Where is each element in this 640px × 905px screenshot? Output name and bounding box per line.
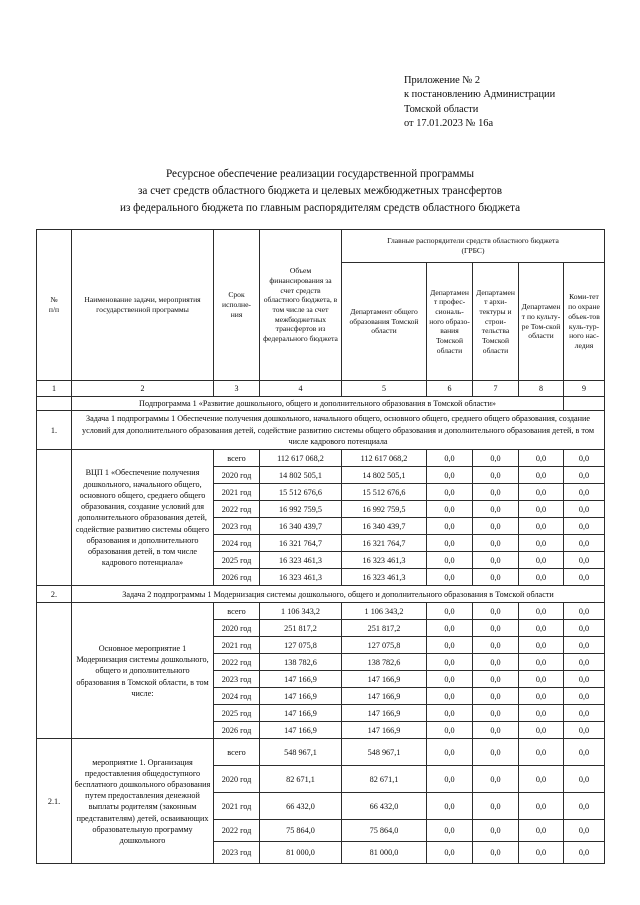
funding-committee-heritage: 0,0 — [564, 569, 605, 586]
period-label: 2021 год — [214, 793, 260, 820]
funding-committee-heritage: 0,0 — [564, 637, 605, 654]
period-label: 2025 год — [214, 552, 260, 569]
table-row — [37, 603, 605, 620]
period-label: 2026 год — [214, 722, 260, 739]
funding-dept-architecture: 0,0 — [473, 739, 519, 766]
funding-dept-professional-education: 0,0 — [427, 535, 473, 552]
column-number-1: 1 — [37, 381, 72, 397]
funding-total: 147 166,9 — [260, 705, 342, 722]
table-header-row-1 — [37, 230, 605, 263]
funding-total: 16 340 439,7 — [260, 518, 342, 535]
header-col-number-l1: № — [50, 295, 58, 305]
funding-dept-professional-education: 0,0 — [427, 671, 473, 688]
funding-dept-general-education: 14 802 505,1 — [342, 467, 427, 484]
funding-dept-architecture: 0,0 — [473, 518, 519, 535]
funding-total: 147 166,9 — [260, 671, 342, 688]
column-number-7: 7 — [473, 381, 519, 397]
funding-dept-culture: 0,0 — [519, 552, 564, 569]
funding-dept-professional-education: 0,0 — [427, 518, 473, 535]
funding-total: 75 864,0 — [260, 820, 342, 842]
measure-name: мероприятие 1. Организация предоставления общедоступного бесплатного дошкольного образования путем предоставления денежной выплаты родителям (законным представителям) детей, осваивающих образовательную программу дошкольного — [72, 739, 214, 864]
funding-dept-culture: 0,0 — [519, 766, 564, 793]
funding-dept-culture: 0,0 — [519, 535, 564, 552]
funding-total: 147 166,9 — [260, 688, 342, 705]
funding-total: 81 000,0 — [260, 842, 342, 864]
funding-dept-culture: 0,0 — [519, 620, 564, 637]
header-col-committee-heritage: Коми-тет по охране объек-тов куль-тур-ного нас-ледия — [564, 263, 605, 381]
funding-committee-heritage: 0,0 — [564, 793, 605, 820]
task-banner-text: Задача 2 подпрограммы 1 Модернизация системы дошкольного, общего и дополнительного образования в Томской области — [72, 586, 605, 603]
header-col-dept-professional-education: Департамент профес-сиональ-ного образо-вания Томской области — [427, 263, 473, 381]
funding-committee-heritage: 0,0 — [564, 820, 605, 842]
funding-dept-architecture: 0,0 — [473, 450, 519, 467]
column-number-5: 5 — [342, 381, 427, 397]
funding-dept-general-education: 16 340 439,7 — [342, 518, 427, 535]
document-title-line-2: за счет средств областного бюджета и целевых межбюджетных трансфертов — [138, 184, 502, 197]
funding-committee-heritage: 0,0 — [564, 654, 605, 671]
funding-dept-culture: 0,0 — [519, 569, 564, 586]
funding-committee-heritage: 0,0 — [564, 552, 605, 569]
column-number-9: 9 — [564, 381, 605, 397]
row-index — [37, 397, 72, 411]
funding-dept-professional-education: 0,0 — [427, 603, 473, 620]
funding-dept-professional-education: 0,0 — [427, 569, 473, 586]
period-label: 2023 год — [214, 671, 260, 688]
funding-dept-culture: 0,0 — [519, 820, 564, 842]
row-index — [37, 603, 72, 739]
column-number-8: 8 — [519, 381, 564, 397]
funding-dept-general-education: 147 166,9 — [342, 688, 427, 705]
header-col-dept-culture: Департамент по культу-ре Том-ской области — [519, 263, 564, 381]
row-spacer-cell — [564, 397, 605, 411]
appendix-line-4: от 17.01.2023 № 16а — [404, 118, 494, 130]
funding-committee-heritage: 0,0 — [564, 620, 605, 637]
funding-dept-architecture: 0,0 — [473, 820, 519, 842]
funding-dept-culture: 0,0 — [519, 654, 564, 671]
funding-dept-culture: 0,0 — [519, 518, 564, 535]
funding-dept-professional-education: 0,0 — [427, 793, 473, 820]
row-index — [37, 450, 72, 586]
table-row — [37, 739, 605, 766]
resource-allocation-table — [36, 229, 605, 864]
funding-dept-culture: 0,0 — [519, 450, 564, 467]
document-title — [36, 166, 604, 216]
header-col-deadline-l1: Срок — [228, 290, 245, 300]
funding-dept-general-education: 81 000,0 — [342, 842, 427, 864]
funding-dept-culture: 0,0 — [519, 793, 564, 820]
header-col-task-name: Наименование задачи, мероприятия государственной программы — [72, 230, 214, 381]
funding-dept-general-education: 16 992 759,5 — [342, 501, 427, 518]
funding-dept-general-education: 16 321 764,7 — [342, 535, 427, 552]
funding-dept-architecture: 0,0 — [473, 484, 519, 501]
funding-committee-heritage: 0,0 — [564, 688, 605, 705]
funding-dept-architecture: 0,0 — [473, 793, 519, 820]
funding-committee-heritage: 0,0 — [564, 739, 605, 766]
funding-dept-professional-education: 0,0 — [427, 637, 473, 654]
funding-total: 112 617 068,2 — [260, 450, 342, 467]
header-col-number — [37, 230, 72, 381]
header-group-grbs — [342, 230, 605, 263]
funding-dept-professional-education: 0,0 — [427, 842, 473, 864]
funding-dept-general-education: 251 817,2 — [342, 620, 427, 637]
header-col-funding-volume: Объем финансирования за счет средств областного бюджета, в том числе за счет межбюджетных трансфертов из федерального бюджета — [260, 230, 342, 381]
header-col-deadline-l3: ния — [230, 309, 243, 319]
row-index: 2.1. — [37, 739, 72, 864]
funding-dept-culture: 0,0 — [519, 637, 564, 654]
period-label: 2020 год — [214, 467, 260, 484]
funding-dept-professional-education: 0,0 — [427, 820, 473, 842]
table-column-number-row — [37, 381, 605, 397]
measure-name: ВЦП 1 «Обеспечение получения дошкольного, начального общего, основного общего, среднего общего образования, создание условий для дополнительного образования детей, содействие развитию системы общего образования и дополнительного образования детей, в том числе кадрового потенциала» — [72, 450, 214, 586]
appendix-line-1: Приложение № 2 — [404, 75, 481, 86]
funding-total: 127 075,8 — [260, 637, 342, 654]
funding-committee-heritage: 0,0 — [564, 842, 605, 864]
period-label: всего — [214, 739, 260, 766]
table-row — [37, 411, 605, 450]
column-number-3: 3 — [214, 381, 260, 397]
funding-total: 251 817,2 — [260, 620, 342, 637]
header-group-grbs-l2: (ГРБС) — [461, 246, 485, 255]
funding-dept-architecture: 0,0 — [473, 705, 519, 722]
period-label: 2022 год — [214, 501, 260, 518]
funding-committee-heritage: 0,0 — [564, 671, 605, 688]
funding-total: 14 802 505,1 — [260, 467, 342, 484]
funding-dept-architecture: 0,0 — [473, 671, 519, 688]
funding-dept-architecture: 0,0 — [473, 637, 519, 654]
table-body — [37, 230, 605, 864]
funding-dept-professional-education: 0,0 — [427, 552, 473, 569]
funding-committee-heritage: 0,0 — [564, 467, 605, 484]
period-label: 2023 год — [214, 518, 260, 535]
funding-dept-professional-education: 0,0 — [427, 654, 473, 671]
funding-dept-culture: 0,0 — [519, 484, 564, 501]
period-label: всего — [214, 450, 260, 467]
funding-total: 15 512 676,6 — [260, 484, 342, 501]
funding-total: 16 992 759,5 — [260, 501, 342, 518]
funding-committee-heritage: 0,0 — [564, 766, 605, 793]
funding-total: 16 323 461,3 — [260, 569, 342, 586]
table-row — [37, 450, 605, 467]
header-group-grbs-l1: Главные распорядители средств областного бюджета — [387, 236, 559, 246]
funding-dept-culture: 0,0 — [519, 739, 564, 766]
funding-dept-architecture: 0,0 — [473, 535, 519, 552]
funding-committee-heritage: 0,0 — [564, 450, 605, 467]
funding-committee-heritage: 0,0 — [564, 484, 605, 501]
funding-dept-architecture: 0,0 — [473, 766, 519, 793]
funding-total: 138 782,6 — [260, 654, 342, 671]
header-col-dept-general-education: Департамент общего образования Томской области — [342, 263, 427, 381]
row-index: 1. — [37, 411, 72, 450]
funding-dept-general-education: 82 671,1 — [342, 766, 427, 793]
funding-dept-architecture: 0,0 — [473, 620, 519, 637]
column-number-6: 6 — [427, 381, 473, 397]
subprogram-banner-text: Подпрограмма 1 «Развитие дошкольного, общего и дополнительного образования в Томской области» — [72, 397, 564, 411]
period-label: 2020 год — [214, 766, 260, 793]
funding-total: 1 106 343,2 — [260, 603, 342, 620]
funding-dept-general-education: 147 166,9 — [342, 671, 427, 688]
funding-dept-culture: 0,0 — [519, 722, 564, 739]
funding-total: 147 166,9 — [260, 722, 342, 739]
appendix-line-3: Томской области — [404, 103, 479, 115]
period-label: всего — [214, 603, 260, 620]
document-title-line-3: из федерального бюджета по главным распорядителям средств областного бюджета — [119, 201, 521, 214]
funding-dept-general-education: 16 323 461,3 — [342, 569, 427, 586]
funding-committee-heritage: 0,0 — [564, 518, 605, 535]
funding-dept-professional-education: 0,0 — [427, 501, 473, 518]
funding-dept-architecture: 0,0 — [473, 688, 519, 705]
header-col-deadline-l2: исполне- — [222, 300, 251, 310]
funding-dept-culture: 0,0 — [519, 501, 564, 518]
funding-dept-general-education: 75 864,0 — [342, 820, 427, 842]
funding-dept-general-education: 66 432,0 — [342, 793, 427, 820]
header-col-number-l2: п/п — [48, 305, 60, 314]
period-label: 2021 год — [214, 484, 260, 501]
document-title-line-1: Ресурсное обеспечение реализации государственной программы — [165, 168, 475, 180]
measure-name: Основное мероприятие 1 Модернизация системы дошкольного, общего и дополнительного образования в Томской области, в том числе: — [72, 603, 214, 739]
funding-dept-culture: 0,0 — [519, 671, 564, 688]
funding-dept-culture: 0,0 — [519, 842, 564, 864]
funding-committee-heritage: 0,0 — [564, 603, 605, 620]
funding-dept-architecture: 0,0 — [473, 603, 519, 620]
funding-dept-architecture: 0,0 — [473, 654, 519, 671]
funding-dept-culture: 0,0 — [519, 705, 564, 722]
header-col-deadline — [214, 230, 260, 381]
column-number-4: 4 — [260, 381, 342, 397]
appendix-reference-block — [404, 74, 640, 132]
funding-dept-professional-education: 0,0 — [427, 766, 473, 793]
period-label: 2021 год — [214, 637, 260, 654]
funding-total: 548 967,1 — [260, 739, 342, 766]
funding-dept-culture: 0,0 — [519, 603, 564, 620]
funding-dept-architecture: 0,0 — [473, 467, 519, 484]
funding-dept-architecture: 0,0 — [473, 842, 519, 864]
period-label: 2022 год — [214, 654, 260, 671]
period-label: 2020 год — [214, 620, 260, 637]
table-row — [37, 397, 605, 411]
funding-dept-culture: 0,0 — [519, 688, 564, 705]
resource-table-container — [36, 229, 604, 864]
period-label: 2022 год — [214, 820, 260, 842]
funding-committee-heritage: 0,0 — [564, 705, 605, 722]
funding-total: 82 671,1 — [260, 766, 342, 793]
period-label: 2024 год — [214, 688, 260, 705]
funding-dept-professional-education: 0,0 — [427, 705, 473, 722]
funding-total: 16 323 461,3 — [260, 552, 342, 569]
funding-dept-professional-education: 0,0 — [427, 739, 473, 766]
funding-dept-architecture: 0,0 — [473, 552, 519, 569]
funding-total: 66 432,0 — [260, 793, 342, 820]
funding-dept-general-education: 147 166,9 — [342, 722, 427, 739]
column-number-2: 2 — [72, 381, 214, 397]
funding-dept-general-education: 147 166,9 — [342, 705, 427, 722]
funding-dept-general-education: 127 075,8 — [342, 637, 427, 654]
table-row — [37, 586, 605, 603]
funding-dept-general-education: 1 106 343,2 — [342, 603, 427, 620]
funding-dept-professional-education: 0,0 — [427, 722, 473, 739]
funding-dept-professional-education: 0,0 — [427, 688, 473, 705]
funding-dept-culture: 0,0 — [519, 467, 564, 484]
funding-dept-professional-education: 0,0 — [427, 467, 473, 484]
header-col-dept-architecture: Департамент архи-тектуры и строи-тельства Томской области — [473, 263, 519, 381]
period-label: 2025 год — [214, 705, 260, 722]
row-index: 2. — [37, 586, 72, 603]
funding-dept-professional-education: 0,0 — [427, 484, 473, 501]
funding-dept-general-education: 112 617 068,2 — [342, 450, 427, 467]
funding-dept-architecture: 0,0 — [473, 569, 519, 586]
funding-dept-general-education: 138 782,6 — [342, 654, 427, 671]
funding-committee-heritage: 0,0 — [564, 535, 605, 552]
funding-dept-general-education: 15 512 676,6 — [342, 484, 427, 501]
task-banner-text: Задача 1 подпрограммы 1 Обеспечение получения дошкольного, начального общего, основного общего, среднего общего образования, создание условий для дополнительного образования детей, содействие развитию системы общего образования и дополнительного образования детей, в том числе кадрового потенциала — [72, 411, 605, 450]
period-label: 2026 год — [214, 569, 260, 586]
funding-total: 16 321 764,7 — [260, 535, 342, 552]
funding-dept-architecture: 0,0 — [473, 722, 519, 739]
funding-committee-heritage: 0,0 — [564, 501, 605, 518]
funding-dept-architecture: 0,0 — [473, 501, 519, 518]
period-label: 2024 год — [214, 535, 260, 552]
funding-dept-general-education: 548 967,1 — [342, 739, 427, 766]
funding-dept-general-education: 16 323 461,3 — [342, 552, 427, 569]
funding-dept-professional-education: 0,0 — [427, 620, 473, 637]
funding-dept-professional-education: 0,0 — [427, 450, 473, 467]
period-label: 2023 год — [214, 842, 260, 864]
appendix-line-2: к постановлению Администрации — [404, 89, 556, 101]
funding-committee-heritage: 0,0 — [564, 722, 605, 739]
